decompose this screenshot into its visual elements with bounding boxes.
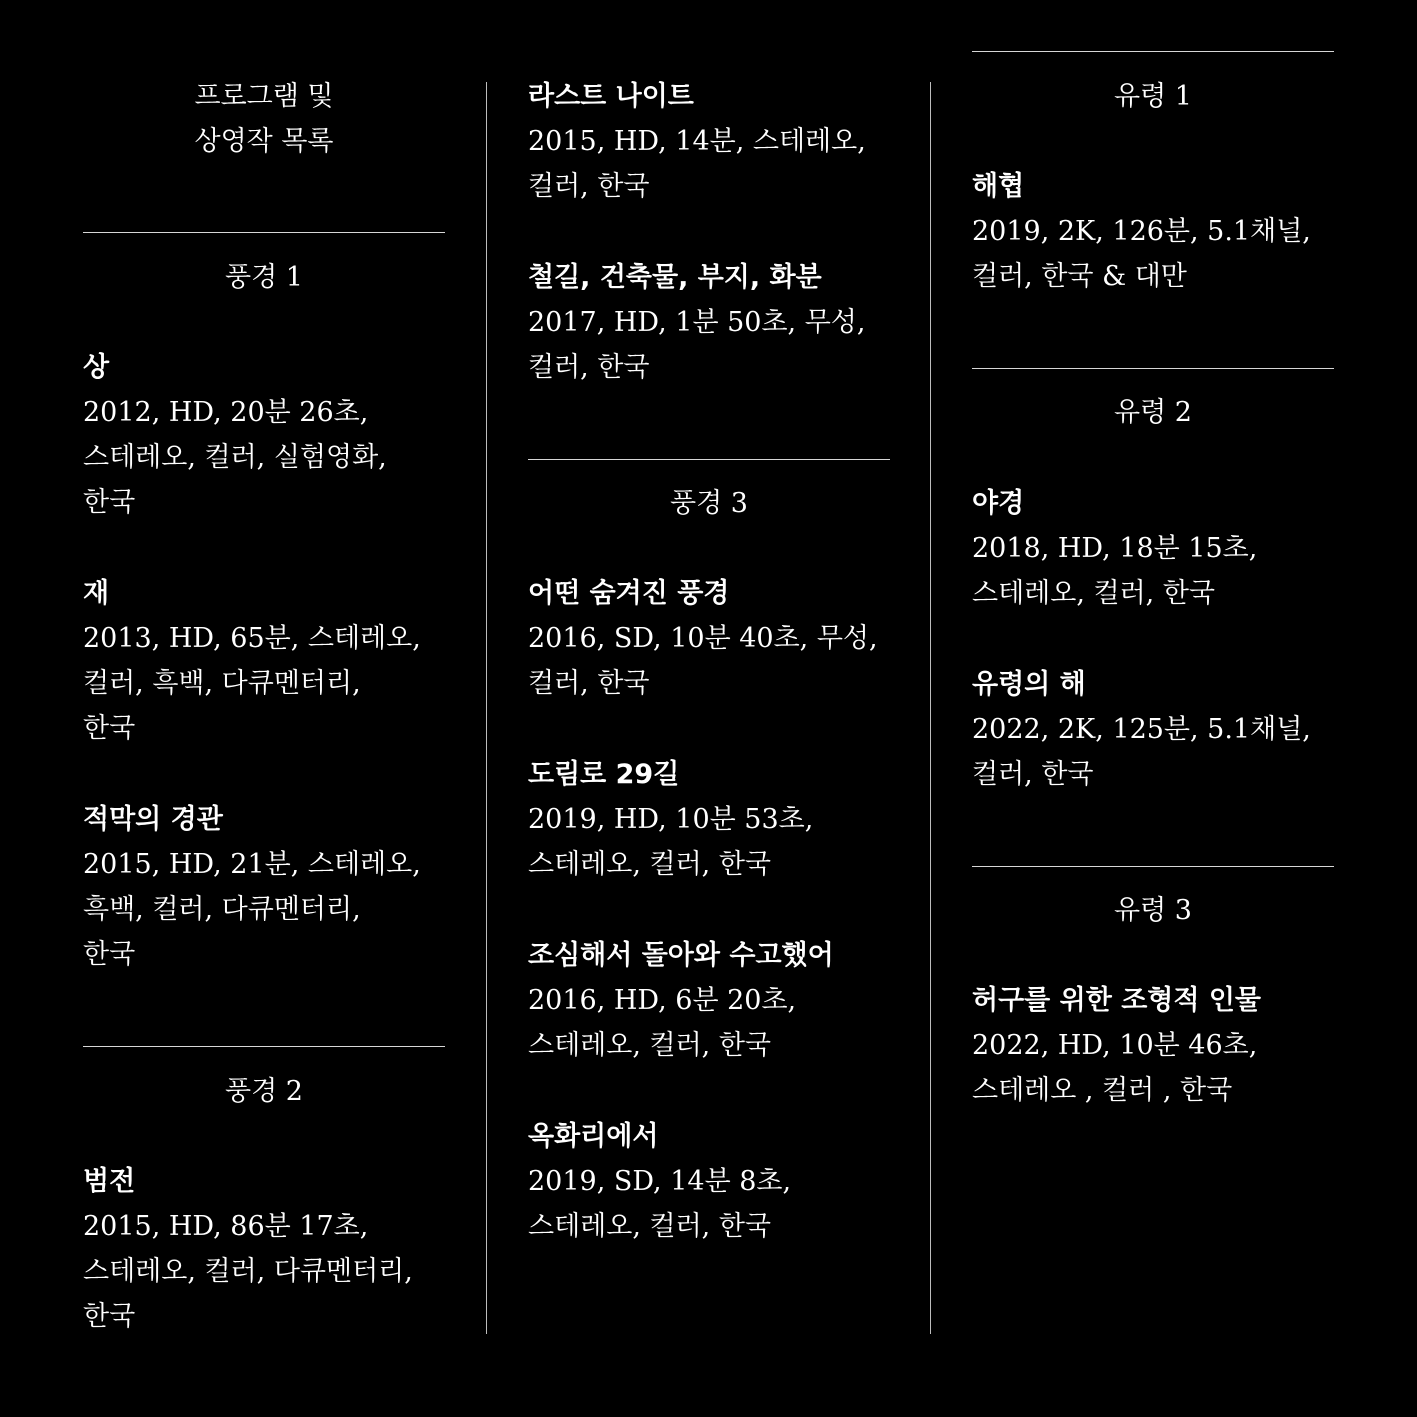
work-title: 조심해서 돌아와 수고했어	[528, 940, 834, 971]
work-detail: 컬러, 흑백, 다큐멘터리,	[83, 668, 361, 699]
work-title: 해협	[972, 171, 1025, 202]
work-detail: 컬러, 한국	[528, 668, 650, 699]
work-title: 상	[83, 352, 110, 383]
work-item	[83, 797, 445, 977]
program-title	[83, 74, 445, 164]
section-title: 풍경 2	[225, 1076, 303, 1107]
work-item	[528, 752, 890, 887]
work-item	[83, 571, 445, 751]
work-title: 야경	[972, 488, 1025, 519]
work-title: 라스트 나이트	[528, 81, 694, 112]
work-title: 범전	[83, 1166, 136, 1197]
work-detail: 컬러, 한국	[528, 171, 650, 202]
work-detail: 2019, 2K, 126분, 5.1채널,	[972, 216, 1311, 247]
work-detail: 2022, HD, 10분 46초,	[972, 1030, 1258, 1061]
work-item	[528, 571, 890, 706]
work-detail: 2022, 2K, 125분, 5.1채널,	[972, 714, 1311, 745]
work-detail: 한국	[83, 939, 136, 970]
work-title: 어떤 숨겨진 풍경	[528, 578, 730, 609]
section-title: 유령 3	[1114, 895, 1192, 926]
work-title: 재	[83, 578, 110, 609]
section-divider	[528, 459, 890, 460]
work-detail: 컬러, 한국 & 대만	[972, 261, 1187, 292]
work-detail: 2017, HD, 1분 50초, 무성,	[528, 307, 866, 338]
column-divider	[486, 82, 487, 1334]
work-item	[972, 978, 1334, 1113]
work-detail: 2013, HD, 65분, 스테레오,	[83, 623, 421, 654]
work-item	[972, 481, 1334, 616]
work-detail: 한국	[83, 1301, 136, 1332]
work-title: 도림로 29길	[528, 759, 680, 790]
work-detail: 컬러, 한국	[528, 352, 650, 383]
work-detail: 2018, HD, 18분 15초,	[972, 533, 1258, 564]
work-title: 철길, 건축물, 부지, 화분	[528, 262, 822, 293]
work-item	[972, 164, 1334, 299]
work-detail: 스테레오 , 컬러 , 한국	[972, 1075, 1233, 1106]
section-divider	[972, 368, 1334, 369]
section-title: 풍경 3	[670, 488, 748, 519]
work-detail: 스테레오, 컬러, 다큐멘터리,	[83, 1256, 413, 1287]
work-item	[528, 255, 890, 390]
work-detail: 컬러, 한국	[972, 759, 1094, 790]
work-detail: 2019, SD, 14분 8초,	[528, 1166, 792, 1197]
work-detail: 한국	[83, 713, 136, 744]
work-detail: 2015, HD, 86분 17초,	[83, 1211, 369, 1242]
work-detail: 스테레오, 컬러, 한국	[528, 1030, 771, 1061]
work-item	[83, 345, 445, 525]
work-detail: 스테레오, 컬러, 실험영화,	[83, 442, 387, 473]
work-detail: 2016, SD, 10분 40초, 무성,	[528, 623, 878, 654]
work-title: 유령의 해	[972, 669, 1086, 700]
work-detail: 2015, HD, 21분, 스테레오,	[83, 849, 421, 880]
work-detail: 스테레오, 컬러, 한국	[528, 849, 771, 880]
program-title-line: 프로그램 및	[194, 81, 334, 112]
section-title: 유령 2	[1114, 397, 1192, 428]
section-title: 유령 1	[1114, 81, 1192, 112]
section-divider	[972, 866, 1334, 867]
work-item	[528, 1114, 890, 1249]
section-divider	[972, 51, 1334, 52]
work-title: 옥화리에서	[528, 1121, 659, 1152]
work-detail: 스테레오, 컬러, 한국	[528, 1211, 771, 1242]
work-item	[83, 1159, 445, 1339]
section-title: 풍경 1	[225, 262, 303, 293]
work-detail: 흑백, 컬러, 다큐멘터리,	[83, 894, 361, 925]
work-detail: 스테레오, 컬러, 한국	[972, 578, 1215, 609]
work-detail: 한국	[83, 487, 136, 518]
work-detail: 2016, HD, 6분 20초,	[528, 985, 797, 1016]
work-title: 적막의 경관	[83, 804, 223, 835]
column-divider	[930, 82, 931, 1334]
work-title: 허구를 위한 조형적 인물	[972, 985, 1262, 1016]
work-item	[528, 74, 890, 209]
program-title-line: 상영작 목록	[194, 126, 334, 157]
work-item	[972, 662, 1334, 797]
work-detail: 2012, HD, 20분 26초,	[83, 397, 369, 428]
work-item	[528, 933, 890, 1068]
section-divider	[83, 1046, 445, 1047]
work-detail: 2019, HD, 10분 53초,	[528, 804, 814, 835]
section-divider	[83, 232, 445, 233]
work-detail: 2015, HD, 14분, 스테레오,	[528, 126, 866, 157]
